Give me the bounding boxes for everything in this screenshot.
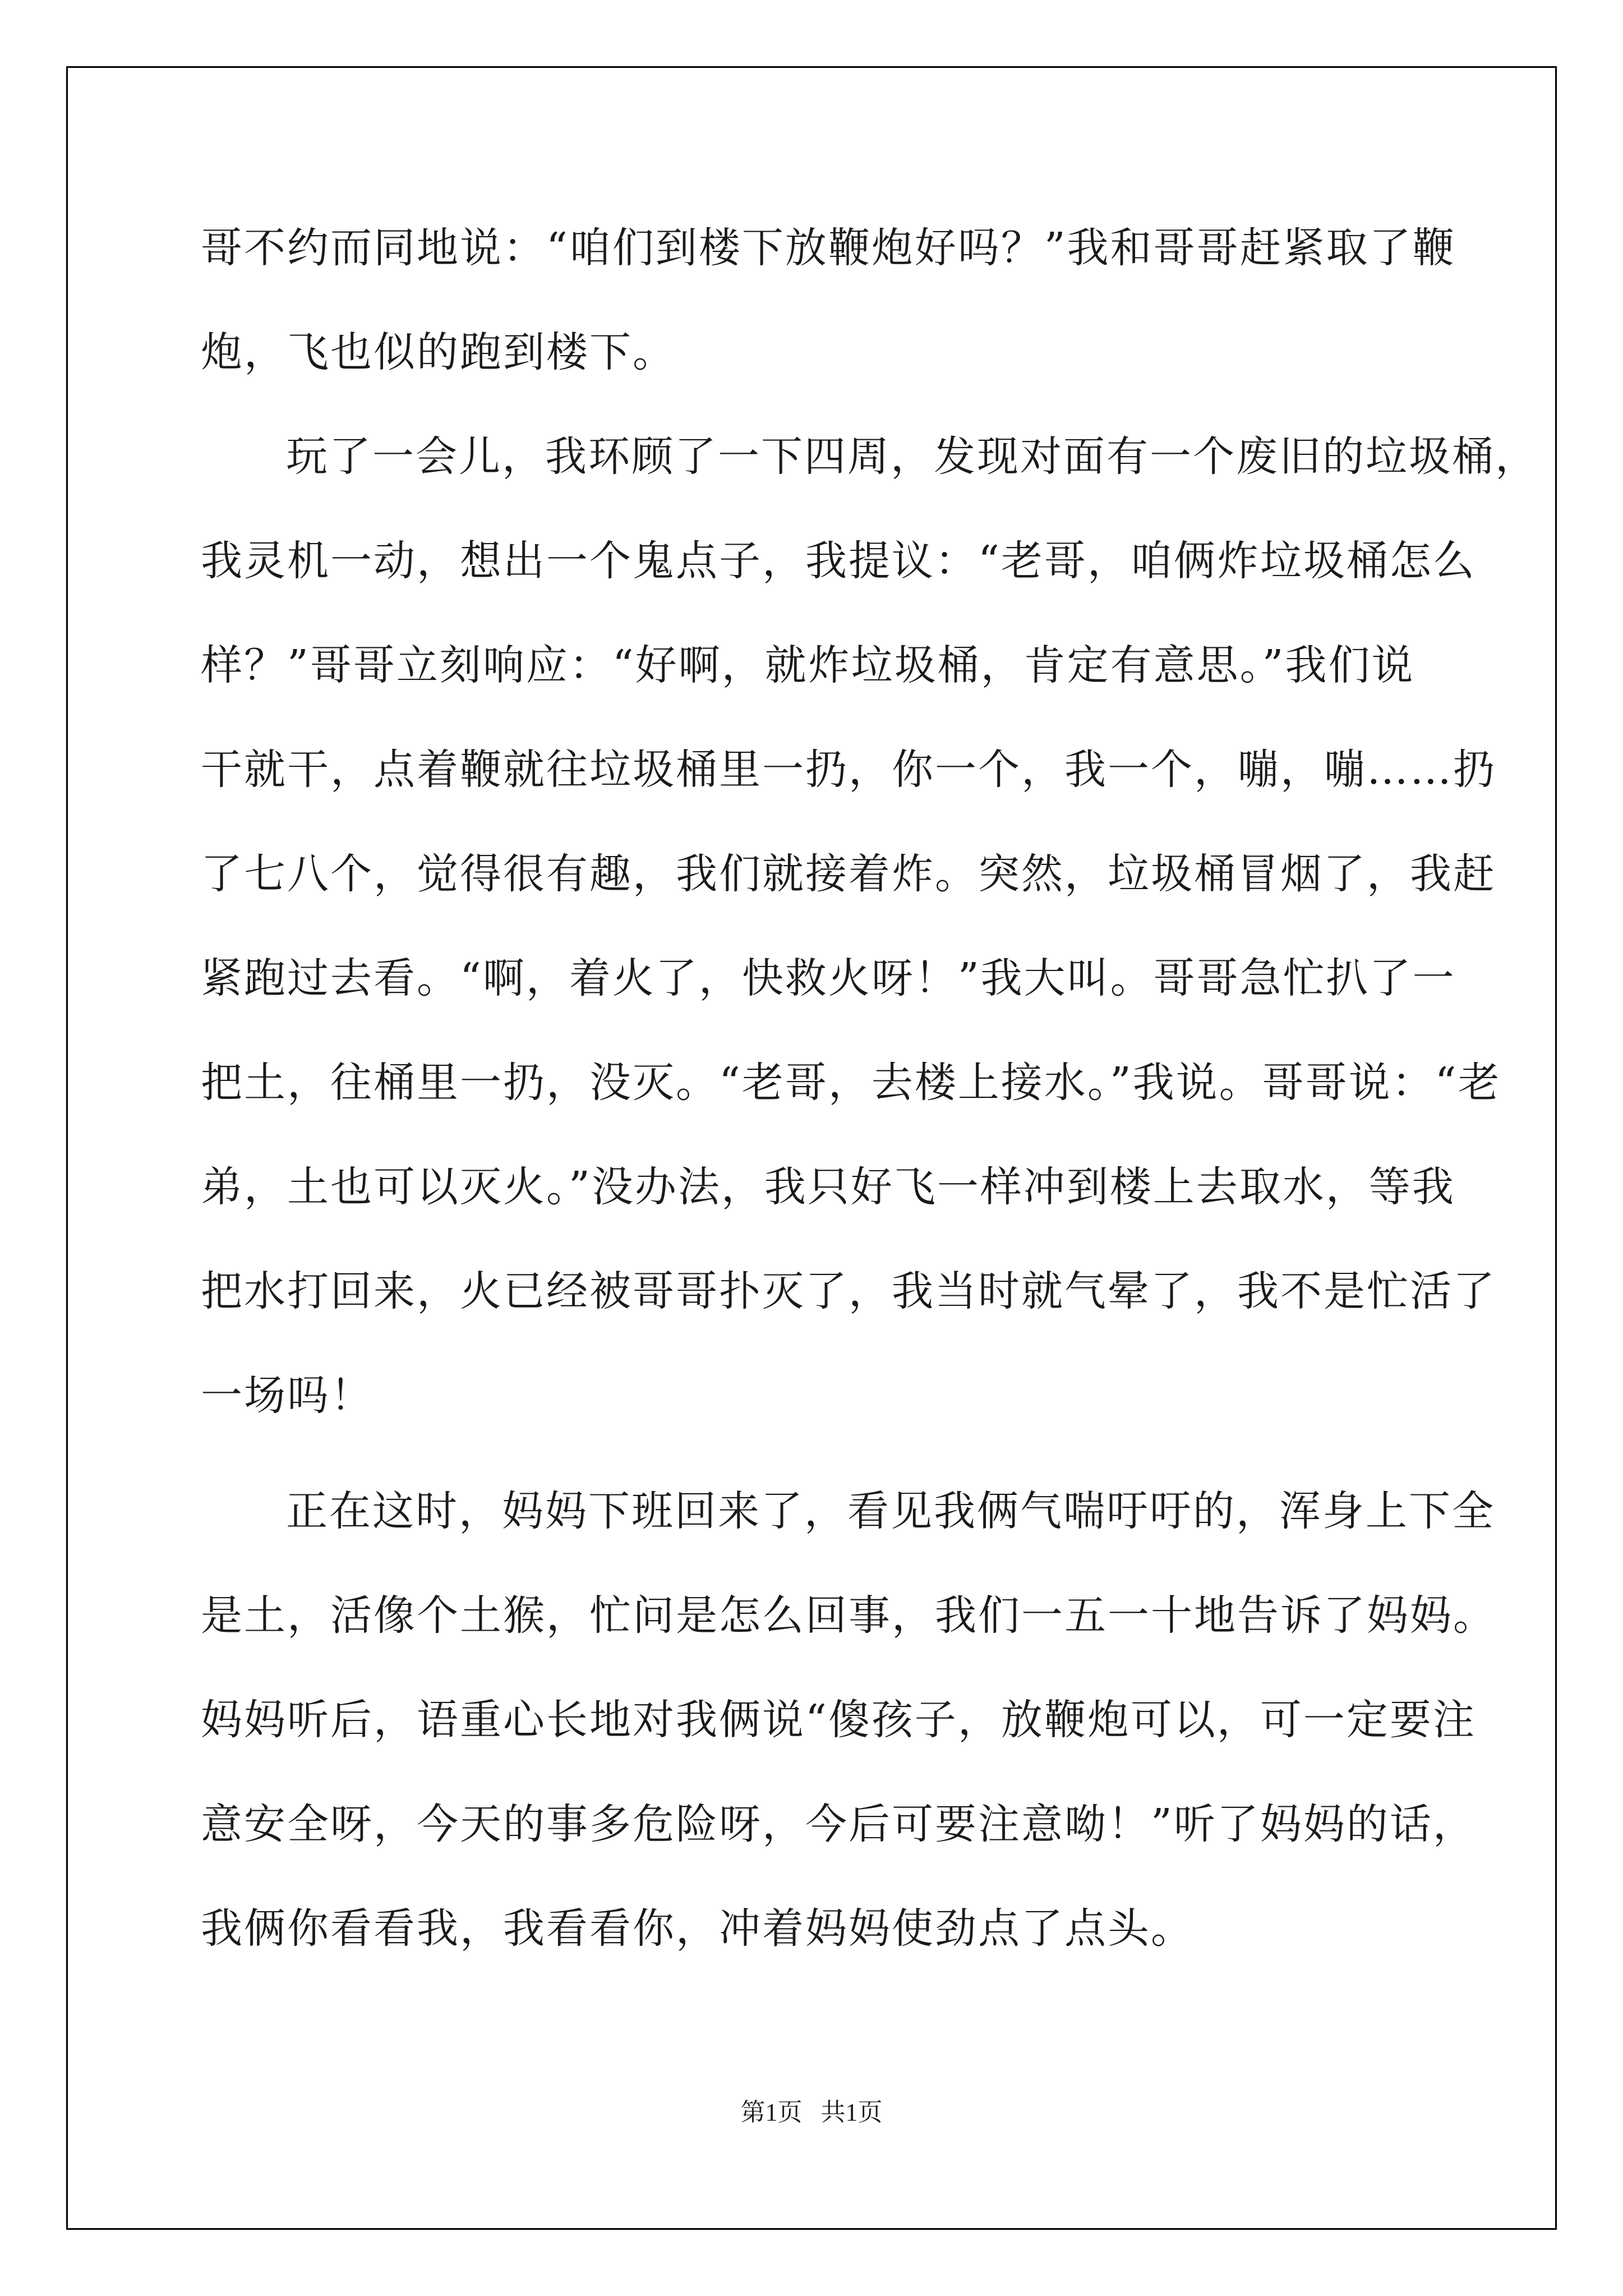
text-line-12: 一场吗！ [201, 1372, 374, 1420]
text-line-11: 把水打回来，火已经被哥哥扑灭了，我当时就气晕了，我不是忙活了 [201, 1267, 1496, 1315]
text-line-3-paragraph-start: 玩了一会儿，我环顾了一下四周，发现对面有一个废旧的垃圾桶， [286, 432, 1538, 481]
text-line-2: 炮，飞也似的跑到楼下。 [201, 328, 676, 376]
page-number-footer: 第1页 共1页 [740, 2099, 883, 2126]
text-line-7: 了七八个，觉得很有趣，我们就接着炸。突然，垃圾桶冒烟了，我赶 [201, 850, 1496, 898]
text-line-17: 我俩你看看我，我看看你，冲着妈妈使劲点了点头。 [201, 1904, 1194, 1953]
text-line-15: 妈妈听后，语重心长地对我俩说“傻孩子，放鞭炮可以，可一定要注 [201, 1696, 1476, 1744]
text-line-5: 样？”哥哥立刻响应：“好啊，就炸垃圾桶，肯定有意思。”我们说 [201, 641, 1415, 689]
text-line-13-paragraph-start: 正在这时，妈妈下班回来了，看见我俩气喘吁吁的，浑身上下全 [286, 1487, 1495, 1535]
text-line-10: 弟，土也可以灭火。”没办法，我只好飞一样冲到楼上去取水，等我 [201, 1163, 1455, 1211]
text-line-1: 哥不约而同地说：“咱们到楼下放鞭炮好吗？”我和哥哥赶紧取了鞭 [201, 224, 1456, 272]
text-line-4: 我灵机一动，想出一个鬼点子，我提议：“老哥，咱俩炸垃圾桶怎么 [201, 537, 1476, 585]
text-line-9: 把土，往桶里一扔，没灭。“老哥，去楼上接水。”我说。哥哥说：“老 [201, 1059, 1501, 1107]
text-line-14: 是土，活像个土猴，忙问是怎么回事，我们一五一十地告诉了妈妈。 [201, 1591, 1496, 1640]
text-line-6: 干就干，点着鞭就往垃圾桶里一扔，你一个，我一个，嘣，嘣……扔 [201, 746, 1496, 794]
text-line-8: 紧跑过去看。“啊，着火了，快救火呀！”我大叫。哥哥急忙扒了一 [201, 954, 1456, 1002]
text-line-16: 意安全呀，今天的事多危险呀，今后可要注意呦！”听了妈妈的话， [201, 1800, 1476, 1848]
